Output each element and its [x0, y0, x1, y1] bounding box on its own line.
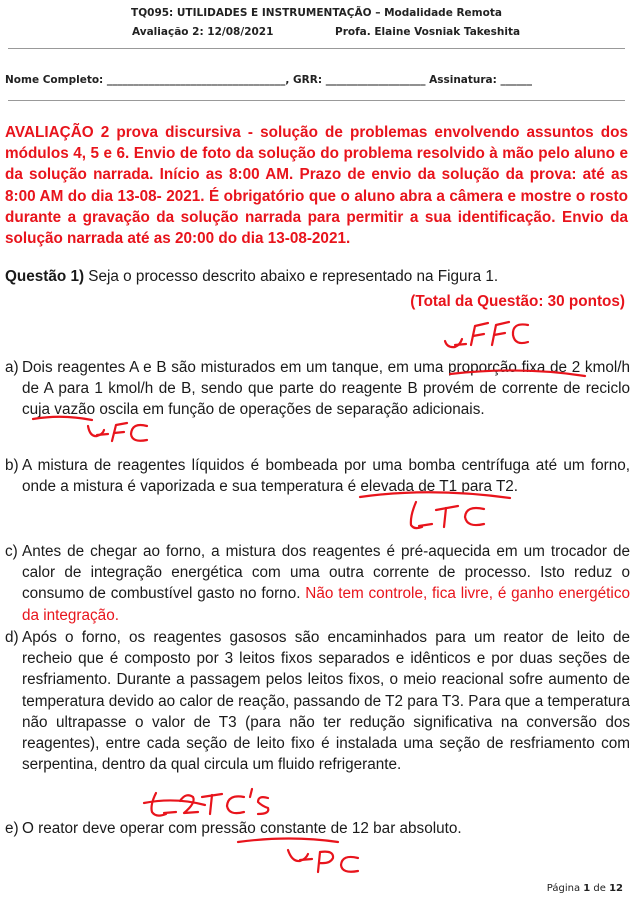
- header-divider: [8, 48, 625, 49]
- item-b-text: A mistura de reagentes líquidos é bombeada por uma bomba centrífuga até um forno, onde a mistura é vaporizada e sua temperatura é elevada de T1 para T2.: [22, 457, 630, 496]
- question-label: Questão 1): [5, 268, 85, 285]
- annotation-tc: [411, 502, 484, 528]
- annotation-fc: [88, 423, 147, 441]
- item-b: [5, 455, 630, 497]
- item-d: [5, 627, 630, 775]
- annotation-pc: [288, 850, 358, 872]
- footer-page-number: 1: [583, 883, 591, 894]
- footer-page-total: 12: [609, 883, 623, 894]
- item-a-text: Dois reagentes A e B são misturados em um tanque, em uma proporção fixa de 2 kmol/h de A para 1 kmol/h de B, sendo que parte do reagente B provém de corrente de reciclo cuja vazão oscila em função de operações de separação adicionais.: [22, 359, 630, 419]
- underline-serpentina: [144, 800, 205, 805]
- annotation-ffc: [445, 322, 528, 347]
- form-divider: [8, 100, 625, 101]
- question-total: (Total da Questão: 30 pontos): [410, 293, 625, 310]
- annotation-2tcs: [152, 789, 269, 816]
- professor-name: Profa. Elaine Vosniak Takeshita: [335, 26, 521, 38]
- item-e-marker: e): [5, 820, 19, 837]
- item-c: [5, 541, 630, 626]
- document-title: TQ095: UTILIDADES E INSTRUMENTAÇÃO – Modalidade Remota: [131, 7, 502, 19]
- item-e: [5, 818, 630, 839]
- evaluation-date: Avaliação 2: 12/08/2021: [132, 26, 274, 38]
- item-d-marker: d): [5, 629, 19, 646]
- item-c-text: Antes de chegar ao forno, a mistura dos reagentes é pré-aquecida em um trocador de calor de integração energética com uma outra corrente de processo. Isto reduz o consumo de combustível gasto no forno.: [22, 543, 630, 603]
- item-c-body: [22, 541, 630, 626]
- item-b-marker: b): [5, 457, 19, 474]
- item-e-text: O reator deve operar com pressão constante de 12 bar absoluto.: [22, 820, 462, 837]
- question-heading: [5, 266, 498, 287]
- item-a: [5, 357, 630, 421]
- item-c-marker: c): [5, 543, 18, 560]
- footer-page-label: Página: [546, 883, 584, 894]
- item-a-marker: a): [5, 359, 19, 376]
- page-footer: [547, 883, 623, 894]
- footer-of-label: de: [590, 883, 610, 894]
- item-c-note: Não tem controle, fica livre, é ganho energético da integração.: [22, 585, 630, 624]
- exam-notice: AVALIAÇÃO 2 prova discursiva - solução de problemas envolvendo assuntos dos módulos 4, 5 e 6. Envio de foto da solução do problema resolvido à mão pelo aluno e da solução narrada. Início as 8:00 AM. Prazo de envio da solução da prova: até as 8:00 AM do dia 13-08- 2021. É obrigatório que o aluno abra a câmera e mostre o rosto durante a gravação da solução narrada para permitir a sua identificação. Envio da solução narrada até as 20:00 do dia 13-08-2021.: [5, 124, 628, 248]
- question-text: Seja o processo descrito abaixo e representado na Figura 1.: [84, 268, 499, 285]
- student-info-line: Nome Completo: __________________________________, GRR: ___________________ Assinatura: ______: [5, 74, 532, 86]
- item-d-text: Após o forno, os reagentes gasosos são encaminhados para um reator de leito de recheio que é composto por 3 leitos fixos separados e idênticos e por duas seções de resfriamento. Durante a passagem pelos leitos fixos, o meio reacional sofre aumento de temperatura devido ao calor de reação, passando de T2 para T3. Para que a temperatura não ultrapasse o valor de T3 (para não ter redução significativa na conversão dos reagentes), entre cada seção de leito fixo é instalada uma seção de resfriamento com serpentina, dentro da qual circula um fluido refrigerante.: [22, 629, 630, 774]
